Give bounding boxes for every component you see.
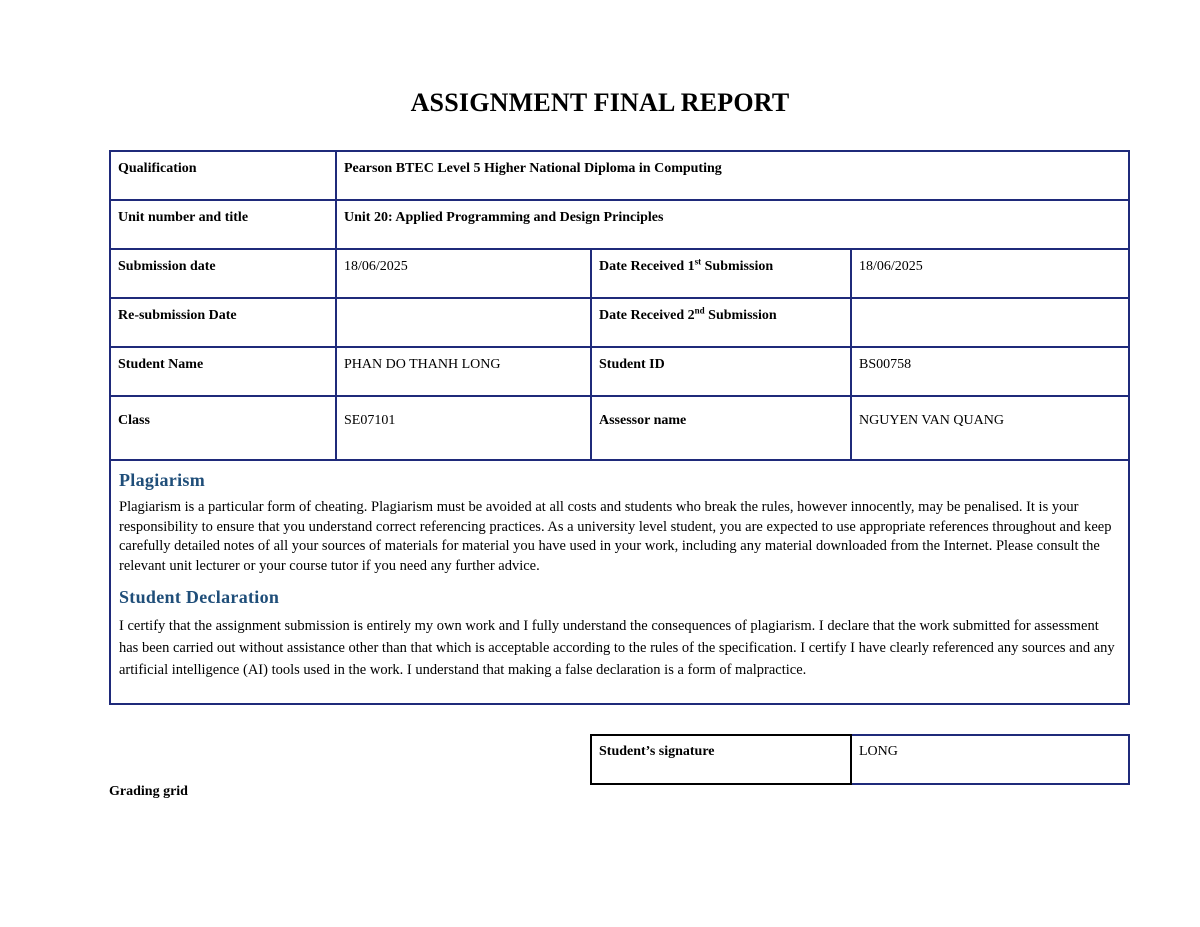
signature-table — [590, 734, 1130, 785]
date-received-1-suffix: Submission — [701, 259, 774, 274]
date-received-1-prefix: Date Received 1 — [599, 259, 695, 274]
class-label: Class — [110, 396, 336, 460]
date-received-1-sup: st — [694, 256, 702, 267]
date-received-1-value: 18/06/2025 — [851, 249, 1129, 298]
unit-row — [110, 200, 1129, 249]
declaration-cell — [110, 460, 1129, 704]
document-title: ASSIGNMENT FINAL REPORT — [410, 88, 790, 117]
qualification-label: Qualification — [110, 151, 336, 200]
submission-date-value: 18/06/2025 — [336, 249, 591, 298]
submission-date-label: Submission date — [110, 249, 336, 298]
student-id-label: Student ID — [591, 347, 851, 396]
resubmission-value — [336, 298, 591, 347]
unit-value: Unit 20: Applied Programming and Design Principles — [336, 200, 1129, 249]
assessor-label: Assessor name — [591, 396, 851, 460]
assignment-info-table — [109, 150, 1130, 705]
date-received-2-label — [591, 298, 851, 347]
class-row — [110, 396, 1129, 460]
plagiarism-text: Plagiarism is a particular form of cheating. Plagiarism must be avoided at all costs and students who break the rules, however innocently, may be penalised. It is your responsibility to ensure that you understand correct referencing practices. As a university level student, you are expected to use appropriate references throughout and keep carefully detailed notes of all your sources of materials for material you have used in your work, including any material downloaded from the Internet. Please consult the relevant unit lecturer or your course tutor if you need any further advice. — [119, 499, 1112, 574]
date-received-2-prefix: Date Received 2 — [599, 308, 695, 323]
class-value: SE07101 — [336, 396, 591, 460]
assessor-value: NGUYEN VAN QUANG — [851, 396, 1129, 460]
qualification-value: Pearson BTEC Level 5 Higher National Diploma in Computing — [336, 151, 1129, 200]
submission-date-row — [110, 249, 1129, 298]
declaration-text: I certify that the assignment submission is entirely my own work and I fully understand the consequences of plagiarism. I declare that the work submitted for assessment has been carried out without assistance other than that which is acceptable according to the rules of the specification. I certify I have clearly referenced any sources and any artificial intelligence (AI) tools used in the work. I understand that making a false declaration is a form of malpractice. — [119, 618, 1115, 678]
student-row — [110, 347, 1129, 396]
declaration-row — [110, 460, 1129, 704]
resubmission-row — [110, 298, 1129, 347]
qualification-row — [110, 151, 1129, 200]
date-received-2-suffix: Submission — [704, 308, 777, 323]
student-name-label: Student Name — [110, 347, 336, 396]
student-id-value: BS00758 — [851, 347, 1129, 396]
declaration-heading: Student Declaration — [119, 587, 280, 607]
student-name-value: PHAN DO THANH LONG — [336, 347, 591, 396]
date-received-1-label — [591, 249, 851, 298]
signature-row — [591, 735, 1129, 784]
unit-label: Unit number and title — [110, 200, 336, 249]
grading-grid-label: Grading grid — [109, 784, 188, 799]
date-received-2-sup: nd — [694, 305, 705, 316]
signature-value: LONG — [851, 735, 1129, 784]
signature-label: Student’s signature — [591, 735, 851, 784]
plagiarism-heading: Plagiarism — [119, 470, 205, 490]
resubmission-label: Re-submission Date — [110, 298, 336, 347]
date-received-2-value — [851, 298, 1129, 347]
